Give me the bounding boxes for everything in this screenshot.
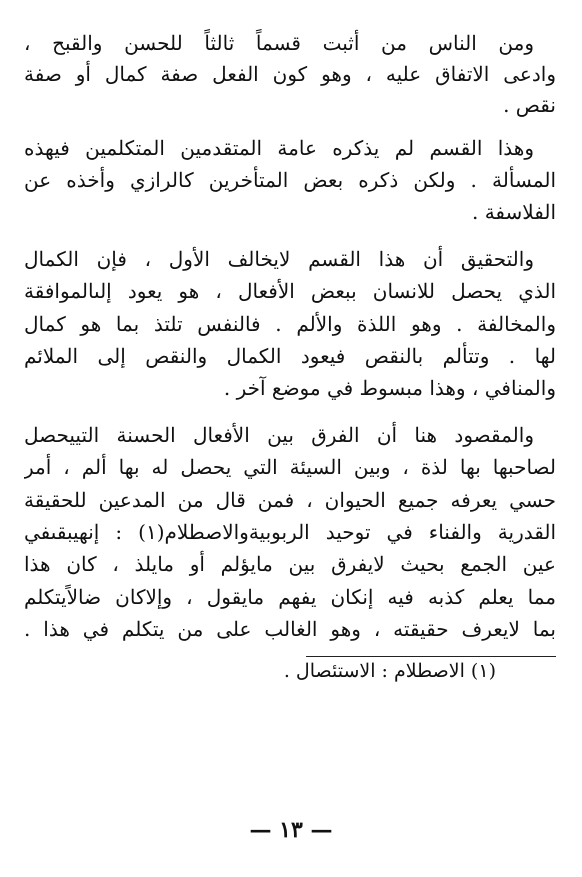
text-line: ومن الناس من أثبت قسماً ثالثاً للحسن والقبح ، [24, 31, 534, 55]
text-line: لصاحبها بها لذة ، وبين السيئة التي يحصل له بها ألم ، أمر [24, 455, 556, 480]
paragraph-3 [24, 243, 556, 405]
page-number: — ١٣ — [249, 817, 333, 843]
text-line: والمنافي ، وهذا مبسوط في موضع آخر . [223, 376, 556, 401]
paragraph-1 [24, 28, 556, 122]
text-line: بما لايعرف حقيقته ، وهو الغالب على من يتكلم في هذا . [24, 617, 556, 642]
paragraph-4 [24, 419, 556, 646]
text-line: عين الجمع بحيث لايفرق بين مايؤلم أو مايلذ ، كان هذا [24, 552, 556, 577]
text-line: المسألة . ولكن ذكره بعض المتأخرين كالرازي وأخذه عن [24, 168, 556, 193]
text-line: القدرية والفناء في توحيد الربوبيةوالاصطلام(١) : إنهيبقىفي [24, 520, 556, 545]
footnote: (١) الاصطلام : الاستئصال . [283, 659, 496, 682]
text-line: وادعى الاتفاق عليه ، وهو كون الفعل صفة كمال أو صفة [24, 62, 556, 87]
text-line: الفلاسفة . [471, 200, 556, 225]
text-line: لها . وتتألم بالنقص فيعود الكمال والنقص إلى الملائم [24, 344, 556, 369]
text-line: والمقصود هنا أن الفرق بين الأفعال الحسنة التييحصل [24, 422, 534, 447]
text-line: حسي يعرفه جميع الحيوان ، فمن قال من المدعين للحقيقة [24, 487, 556, 512]
text-line: نقص . [503, 93, 556, 118]
paragraph-2 [24, 132, 556, 229]
text-line: والتحقيق أن هذا القسم لايخالف الأول ، فإن الكمال [24, 246, 534, 271]
text-line: الذي يحصل للانسان ببعض الأفعال ، هو يعود إلىالموافقة [24, 279, 556, 304]
text-line: وهذا القسم لم يذكره عامة المتقدمين المتكلمين فيهذه [24, 135, 534, 160]
text-line: مما يعلم كذبه فيه إنكان يفهم مايقول ، وإلاكان ضالاًيتكلم [24, 584, 556, 609]
text-line: والمخالفة . وهو اللذة والألم . فالنفس تلتذ بما هو كمال [24, 311, 556, 336]
